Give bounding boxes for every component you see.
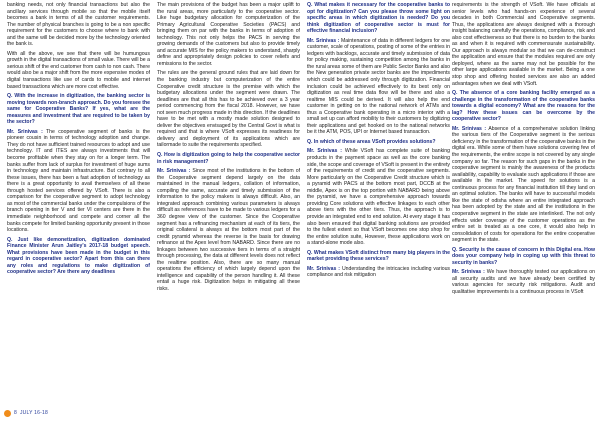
- answer-paragraph: [307, 148, 450, 246]
- answer-paragraph: [307, 266, 450, 279]
- question-paragraph: [7, 237, 150, 276]
- speaker-label: Mr. Srinivas :: [307, 148, 342, 155]
- speaker-label: Mr. Srinivas :: [157, 168, 191, 175]
- answer-text: We have thoroughly tested our applications on all security audits and we have already been certified by various agencies for security risk mitigations. Audit and qualitative improvements is a continuous process in VSoft: [452, 269, 595, 295]
- question-paragraph: [307, 139, 450, 146]
- question-text: In which of these areas VSoft provides solutions?: [313, 138, 436, 145]
- text-column-2: [157, 2, 300, 410]
- question-text: Just like demonetization, digitization dominated Finance Minister Arun Jaitley's 2017-18 budget speech. What provisions have been made in the budget in this regard in cooperative sector? Apart from this can there any roles and regulations to make digitization of cooperative sector? Are there any deadlines: [7, 236, 150, 276]
- question-paragraph: [307, 2, 450, 35]
- question-label: Q.: [307, 249, 313, 256]
- text-column-4: [452, 2, 595, 410]
- body-paragraph: banking needs, not only financial transactions but also the ancillary services through mobile so that the mobile itself becomes a bank in terms of all the customer requirements. The number of physical branches is going to be a non specific requirement for the customers to choose where to bank with and the same will be decided more by the technology oriented the bank is.: [7, 2, 150, 48]
- answer-text: Understanding the intricacies including various compliance and risk mitigation: [307, 265, 450, 279]
- question-paragraph: [7, 93, 150, 126]
- question-text: With the increase in digitization, the banking sector is moving towards non-branch approach. Do you foresee the same for Cooperative Banks? If yes, what are the measures and investment that are required to be taken by the sector?: [7, 93, 150, 126]
- page-folio: [4, 408, 48, 418]
- text-column-3: [307, 2, 450, 410]
- body-paragraph: With all the above, we see that there will be humungous growth in the digital transactions of small value. There will be a serious shift of the end customer from cash to non cash. There would also be a major shift from the more expensive modes of digital transactions like use of cards to mobile and internet based transactions which are more cost effective.: [7, 50, 150, 90]
- page-number: 8: [14, 410, 17, 416]
- question-label: Q.: [7, 236, 13, 243]
- answer-text: While VSoft has complete suite of banking products in the payment space as well as the core banking side, the scope and coverage of VSoft is present in the entirety of the requirements of credit and the cooperative segments. More particularly on the Cooperative Credit structure which is a pyramid with PACS at the bottom most part, DCCB at the middle, Apex is on the top portion with NABARD being above the pyramid, we have a comprehensive approach towards providing Core solutions with effective linkages to each other above tiers with the other tiers. Thus, the approach is to provide an integrated end to end solution. At every stage it has also been ensured that digital banking solutions are provided to the fullest extent so that VSoft becomes one stop shop for the entire solution suite, However, these applications work on a stand-alone mode also.: [307, 148, 450, 247]
- question-label: Q.: [157, 152, 163, 159]
- question-text: Security is the cause of concern in this Digital era. How does your company help in coping up with this threat to security in banks?: [452, 246, 595, 266]
- answer-text: The cooperative segment of banks is the pioneer cousin in terms of technology adoption and change. They do not have sufficient trained resources to adopt and use technology. IT and ITES are always investments that will become profitable when they stay on for a longer term. The banks suffer from lack of surplus for investment of huge sums in technology and maintain infrastructure. But contrary to all these issues, there has been a fast adoption of technology as there is a great opportunity to avail themselves of all these through hosted services offered by VSoft. There is also a comparison for the cooperative segment to adopt technology as most of the commercial banks under the compulsions of the branch opening in tier V and tier VI centers are there in the immediate neighborhood and compete and corner all the banks compete for limited banking opportunity present in those locations.: [7, 128, 150, 234]
- question-paragraph: [157, 152, 300, 165]
- text-column-1: [7, 2, 150, 410]
- question-label: Q.: [452, 246, 458, 253]
- question-label: Q.: [307, 2, 313, 8]
- answer-text: Maintenance of data in different ledgers for one customer, scale of operations, posting of some of the entries in ledgers with backlogs, accurate and timely submission of data for policy making, sustaining competition among the banks in the rural areas some of them are Public Sector Banks and also the New generation private sector banks are the impediments which could be addressed only through digitization. Financial inclusion could be achieved effectively to its best only on digitization as real time data flow will be there and also a realtime MIS could be derived. It will also help the end customer in getting on to the national network of ATMs and thus a Cooperative bank operating in a micro interior with a small set up can afford mobility to their customers by digitizing their applications and get hooked on to the national networks be it the ATM, POS, UPI or Internet based transaction.: [307, 37, 450, 136]
- speaker-label: Mr. Srinivas :: [307, 265, 341, 272]
- speaker-label: Mr. Srinivas :: [7, 128, 43, 135]
- speaker-label: Mr. Srinivas :: [452, 125, 487, 132]
- body-paragraph: requirements is the strength of VSoft. We have officials at senior levels who had hands-on experience of several decades in both Commercial and Cooperative segments. Thus, the applications are always designed with a thorough insight balancing carefully the operations, compliance, risk and also cost effectiveness so that there is no burden to the banks as and when it is required with commensurate sustainability. Our approach is always modular so that we can de-construct the application and ensure that the modules required are only deployed, where as the same may not be possible for the other large applications available in the market. Being a one stop shop and offering hosted services are also an added advantages when we deal with VSoft.: [452, 2, 595, 87]
- question-label: Q.: [7, 93, 13, 100]
- speaker-label: Mr. Srinivas :: [452, 269, 485, 276]
- body-paragraph: The main provisions of the budget has been a major uplift to the rural areas, more particularly to the cooperative sector. Like huge budgetary allocation for computerization of the Primary Agricultural Cooperative Societies (PACS) and bringing them on par with the banks in terms of adoption of technology. This not only helps the PACS in serving the growing demands of the customers but also to provide timely and accurate MIS for the policy makers to understand, sharply define and appropriately design policies to cover reliefs and remissions to the sector.: [157, 2, 300, 67]
- answer-paragraph: [307, 38, 450, 136]
- answer-paragraph: [452, 269, 595, 295]
- speaker-label: Mr. Srinivas :: [307, 37, 340, 44]
- body-paragraph: The rules are the general ground rules that are laid down for the banking industry but computerization of the entire Cooperative credit structure is the premise with which the budgetary allocations under the segment were drawn. The deadlines are that all this has to be achieved over a 3 year period commencing from the fiscal 2018. However, we have not seen much progress made in this direction. If the deadlines have to be met with a mostly made solution designed to deliver the objectives envisaged by the Central Govt is what is required and that is where VSoft expresses its readiness for delivery and deployment of its applications which are tailormade to suite the requirements specified.: [157, 70, 300, 149]
- answer-text: Absence of a comprehensive solution linking the various tiers of the Cooperative segment is the serious deficiency in the transformation of the cooperative banks in the digital era. While some of them have solutions covering few of the requirements, the entire scope is not covered by any single company so far. The reason for such gaps in the banks in the cooperative segment is mainly the awareness of the products availability, capability to evaluate such applications if those are available in the market. The speed for solutions is a continuous process for any financial institution till they land on an optimal solution. The banks will have to successful models like the state of odisha where an entire integrated approach has been adopted by the state and all the institutions in the cooperative segment in the state are interlinked. The not only effects wider coverage of the customer operations as the entire set is treated as a one core, it would also help in consolidation of costs for operations for the entire cooperative segment in the state.: [452, 125, 595, 244]
- question-label: Q.: [307, 138, 313, 145]
- question-paragraph: [452, 247, 595, 267]
- question-text: How is digitization going to help the cooperative sector in risk management?: [157, 152, 300, 165]
- question-text: The absence of a core banking facility emerged as a challenge in the transformation of the cooperative banks towards a digital economy? What are the reasons for the lag? How these issues can be overcome by the cooperative sector?: [452, 90, 595, 123]
- folio-bullet-icon: [4, 410, 11, 417]
- answer-paragraph: [157, 168, 300, 292]
- issue-label: JULY 16-18: [19, 410, 48, 416]
- answer-paragraph: [452, 126, 595, 244]
- question-label: Q.: [452, 90, 458, 97]
- question-paragraph: [307, 250, 450, 263]
- question-text: What makes it necessary for the cooperative banks to opt for digitization? Can you please throw some light on specific areas in which digitization is needed? Do you think digitization of cooperative sector is must for effective financial inclusion?: [307, 2, 450, 35]
- question-text: What makes VSoft distinct from many big players in the market providing these services?: [307, 249, 450, 263]
- answer-text: Since most of the institutions in the bottom of the Cooperative segment depend largely on the data maintained in the manual ledgers, collation of information, compiling the same, accurate and timely submission of the information to the policy makers is always difficult. Also, an integrated approach combining various parameters is always difficult as references have to be made to various ledgers for a 360 degree view of the customer. Since the Cooperative segment has a refinancing mechanism at each of its tiers, the original collateral is always at the bottom most part of the credit pyramid whereas the reverse is the basis for drawing refinance at the Apex level from NABARD. Since there are no linkages between two successive tiers in terms of a straight through processing, the data at different levels does not reflect the realtime position. Also, there are so many manual operations the efficiency of which largely depend upon the intelligence and capability of the person handling it. All these entail a huge risk. Digitization helps in mitigating all these risks.: [157, 168, 300, 292]
- question-paragraph: [452, 90, 595, 123]
- answer-paragraph: [7, 129, 150, 234]
